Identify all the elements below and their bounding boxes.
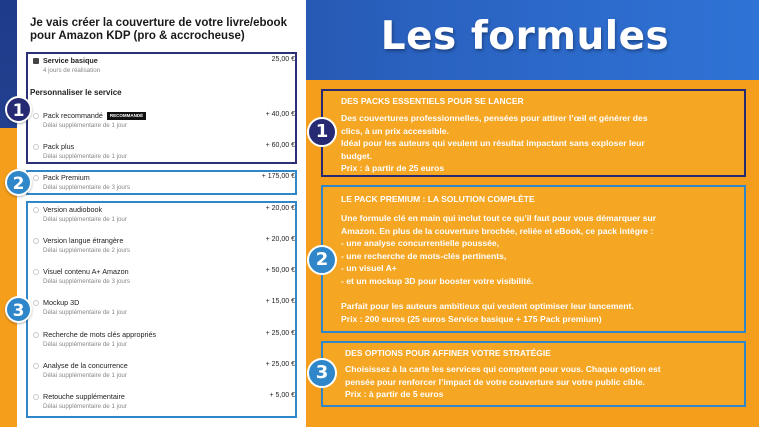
checkbox-icon[interactable] <box>33 394 39 400</box>
option-name: Mockup 3D <box>43 298 80 307</box>
option-price: + 20,00 € <box>265 236 295 243</box>
panel-title: DES OPTIONS POUR AFFINER VOTRE STRATÉGIE <box>345 348 551 358</box>
option-name: Version audiobook <box>43 205 103 214</box>
option-delay: Délai supplémentaire de 2 jours <box>43 247 131 254</box>
option-retouche[interactable] <box>33 392 295 414</box>
panel-body: Des couvertures professionnelles, pensées pour attirer l’œil et générer des clics, à un prix accessible. Idéal pour les auteurs qui veulent un résultat impactant sans exploser leur budget. Prix : à partir de 25 euros <box>341 113 648 174</box>
checkbox-icon[interactable] <box>33 113 39 119</box>
option-delay: Délai supplémentaire de 1 jour <box>43 153 127 160</box>
option-pack-plus[interactable] <box>33 142 295 164</box>
option-name: Retouche supplémentaire <box>43 392 125 401</box>
panel-body: Choisissez à la carte les services qui comptent pour vous. Chaque option est pensée pour renforcer l’impact de votre couverture sur votre public cible. Prix : à partir de 5 euros <box>345 364 661 400</box>
option-pack-recommande[interactable] <box>33 111 295 133</box>
panel-essential <box>321 89 746 177</box>
page-title <box>30 17 292 43</box>
option-price: + 5,00 € <box>269 392 295 399</box>
option-delay: Délai supplémentaire de 1 jour <box>43 403 127 410</box>
option-price: + 60,00 € <box>265 142 295 149</box>
panel-premium <box>321 185 746 333</box>
option-name: Pack recommandé RECOMMANDÉ <box>43 111 146 120</box>
panel-marker-2: 2 <box>307 245 337 275</box>
option-delay: Délai supplémentaire de 3 jours <box>43 184 131 191</box>
panel-marker-1: 1 <box>307 117 337 147</box>
option-visuel-a-plus[interactable] <box>33 267 295 289</box>
option-delay: Délai supplémentaire de 1 jour <box>43 122 127 129</box>
option-delay: Délai supplémentaire de 1 jour <box>43 372 127 379</box>
checkbox-icon[interactable] <box>33 238 39 244</box>
panel-body: Une formule clé en main qui inclut tout ce qu’il faut pour vous démarquer sur Amazon. En plus de la couverture brochée, reliée et eBook, ce pack intègre : - une analyse concurrentielle poussée, - une recherche de mots-clés pertinents, - un visuel A+ - et un mockup 3D pour booster votre visibilité. Parfait pour les auteurs ambitieux qui veulent optimiser leur lancement. Prix : 200 euros (25 euros Service basique + 175 Pack premium) <box>341 213 657 324</box>
option-audiobook[interactable] <box>33 205 295 227</box>
option-mots-cles[interactable] <box>33 330 295 352</box>
panel-title: LE PACK PREMIUM : LA SOLUTION COMPLÈTE <box>341 194 535 204</box>
marker-1: 1 <box>5 96 32 123</box>
checkbox-icon[interactable] <box>33 332 39 338</box>
option-mockup-3d[interactable] <box>33 298 295 320</box>
marker-2: 2 <box>5 169 32 196</box>
panel-options <box>321 341 746 407</box>
option-langue-etrangere[interactable] <box>33 236 295 258</box>
option-name: Recherche de mots clés appropriés <box>43 330 157 339</box>
option-price: 25,00 € <box>271 56 295 63</box>
option-analyse-concurrence[interactable] <box>33 361 295 383</box>
option-name: Pack Premium <box>43 173 90 182</box>
banner-title: Les formules <box>380 14 670 59</box>
option-price: + 25,00 € <box>265 361 295 368</box>
checkbox-icon[interactable] <box>33 207 39 213</box>
checkbox-icon[interactable] <box>33 363 39 369</box>
option-price: + 175,00 € <box>261 173 295 180</box>
page-title-line1: Je vais créer la couverture de votre livre/ebook <box>30 17 287 29</box>
option-delay: Délai supplémentaire de 1 jour <box>43 309 127 316</box>
left-accent-bar <box>0 0 17 427</box>
page-title-line2: pour Amazon KDP (pro & accrocheuse) <box>30 30 245 42</box>
checkbox-icon[interactable] <box>33 300 39 306</box>
option-delay: 4 jours de réalisation <box>43 67 101 74</box>
option-name: Analyse de la concurrence <box>43 361 128 370</box>
option-name: Visuel contenu A+ Amazon <box>43 267 129 276</box>
option-name: Pack plus <box>43 142 75 151</box>
recommended-badge: RECOMMANDÉ <box>107 112 146 120</box>
option-delay: Délai supplémentaire de 1 jour <box>43 341 127 348</box>
option-delay: Délai supplémentaire de 1 jour <box>43 216 127 223</box>
option-price: + 25,00 € <box>265 330 295 337</box>
option-name: Version langue étrangère <box>43 236 124 245</box>
option-delay: Délai supplémentaire de 3 jours <box>43 278 131 285</box>
marker-3: 3 <box>5 296 32 323</box>
option-price: + 40,00 € <box>265 111 295 118</box>
option-price: + 20,00 € <box>265 205 295 212</box>
personalize-heading: Personnaliser le service <box>30 88 122 97</box>
option-name: Service basique <box>43 56 98 65</box>
option-price: + 50,00 € <box>265 267 295 274</box>
option-price: + 15,00 € <box>265 298 295 305</box>
option-pack-premium[interactable] <box>33 173 295 195</box>
panel-marker-3: 3 <box>307 358 337 388</box>
checkbox-icon[interactable] <box>33 144 39 150</box>
checkbox-icon[interactable] <box>33 269 39 275</box>
panel-title: DES PACKS ESSENTIELS POUR SE LANCER <box>341 96 524 106</box>
checkbox-icon[interactable] <box>33 58 39 64</box>
option-service-basique[interactable] <box>33 56 295 78</box>
checkbox-icon[interactable] <box>33 175 39 181</box>
